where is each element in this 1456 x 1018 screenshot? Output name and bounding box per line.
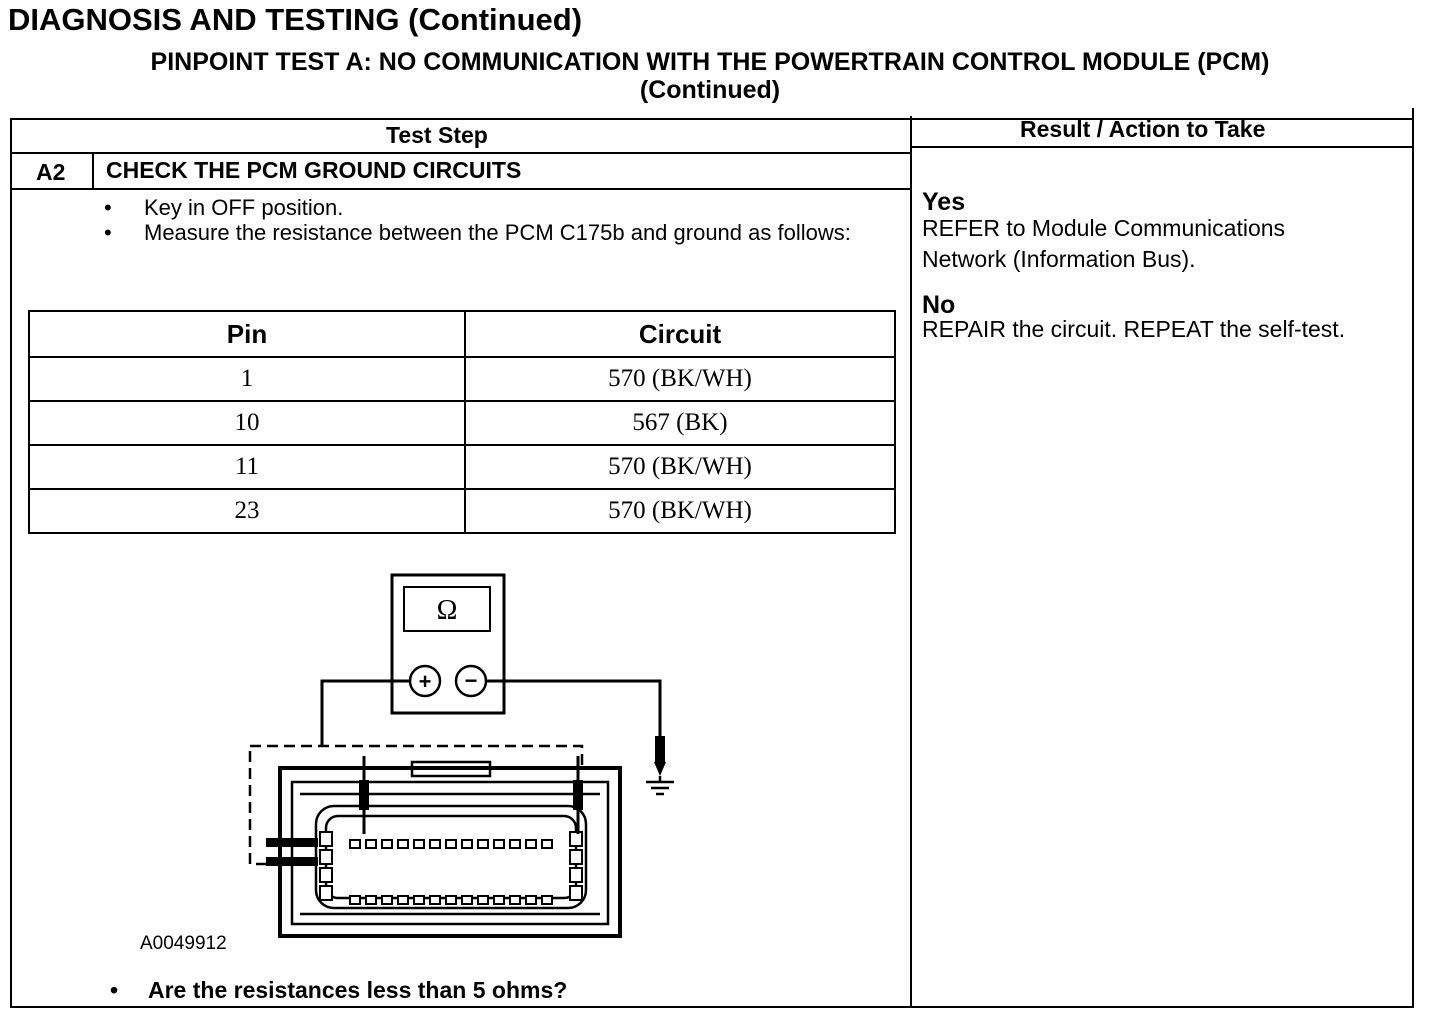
- plus-sign: +: [418, 669, 432, 694]
- step-id: A2: [36, 159, 66, 185]
- table-row: [29, 445, 895, 489]
- table-row: [29, 401, 895, 445]
- result-no-action: REPAIR the circuit. REPEAT the self-test.: [922, 316, 1346, 342]
- result-yes-label: Yes: [922, 188, 966, 216]
- header-test-step: Test Step: [386, 122, 488, 148]
- ohmmeter: [392, 575, 504, 713]
- question-text: Are the resistances less than 5 ohms?: [148, 977, 568, 1003]
- pin-circuit-table: [28, 310, 896, 534]
- circuit-cell: 567 (BK): [465, 401, 895, 445]
- bullet-text: Measure the resistance between the PCM C175b and ground as follows:: [144, 220, 851, 245]
- pin-cell: 23: [29, 489, 465, 533]
- bullet-glyph: •: [104, 220, 112, 245]
- pin-cell: 11: [29, 445, 465, 489]
- pin-cell: 1: [29, 357, 465, 401]
- result-yes-line-1: REFER to Module Communications: [922, 215, 1286, 241]
- step-question: [110, 977, 567, 1004]
- list-item: [104, 195, 884, 220]
- header-result: Result / Action to Take: [1020, 116, 1266, 142]
- bullet-text: Key in OFF position.: [144, 195, 344, 220]
- column-header-circuit: Circuit: [465, 311, 895, 357]
- pin-cell: 10: [29, 401, 465, 445]
- result-yes-line-2: Network (Information Bus).: [922, 246, 1196, 272]
- ohm-symbol: Ω: [436, 595, 458, 626]
- pinpoint-test-title: [0, 48, 1420, 104]
- list-item: [104, 220, 884, 245]
- bullet-glyph: •: [110, 977, 119, 1003]
- result-no-label: No: [922, 291, 956, 319]
- figure-id: A0049912: [140, 933, 227, 954]
- table-row: [29, 357, 895, 401]
- ground-icon: [646, 736, 674, 794]
- test-title-line-2: (Continued): [639, 76, 781, 104]
- step-bullets: [104, 195, 884, 245]
- circuit-cell: 570 (BK/WH): [465, 489, 895, 533]
- table-header-row: [29, 311, 895, 357]
- step-title: CHECK THE PCM GROUND CIRCUITS: [106, 157, 522, 183]
- test-title-line-1: PINPOINT TEST A: NO COMMUNICATION WITH THE POWERTRAIN CONTROL MODULE (PCM): [150, 48, 1270, 76]
- page-title: DIAGNOSIS AND TESTING (Continued): [8, 2, 583, 37]
- column-header-pin: Pin: [29, 311, 465, 357]
- circuit-cell: 570 (BK/WH): [465, 445, 895, 489]
- circuit-cell: 570 (BK/WH): [465, 357, 895, 401]
- table-row: [29, 489, 895, 533]
- result-yes-action: [922, 213, 1285, 275]
- ohmmeter-connector-diagram: [240, 570, 680, 945]
- minus-sign: −: [464, 668, 478, 693]
- bullet-glyph: •: [104, 195, 112, 220]
